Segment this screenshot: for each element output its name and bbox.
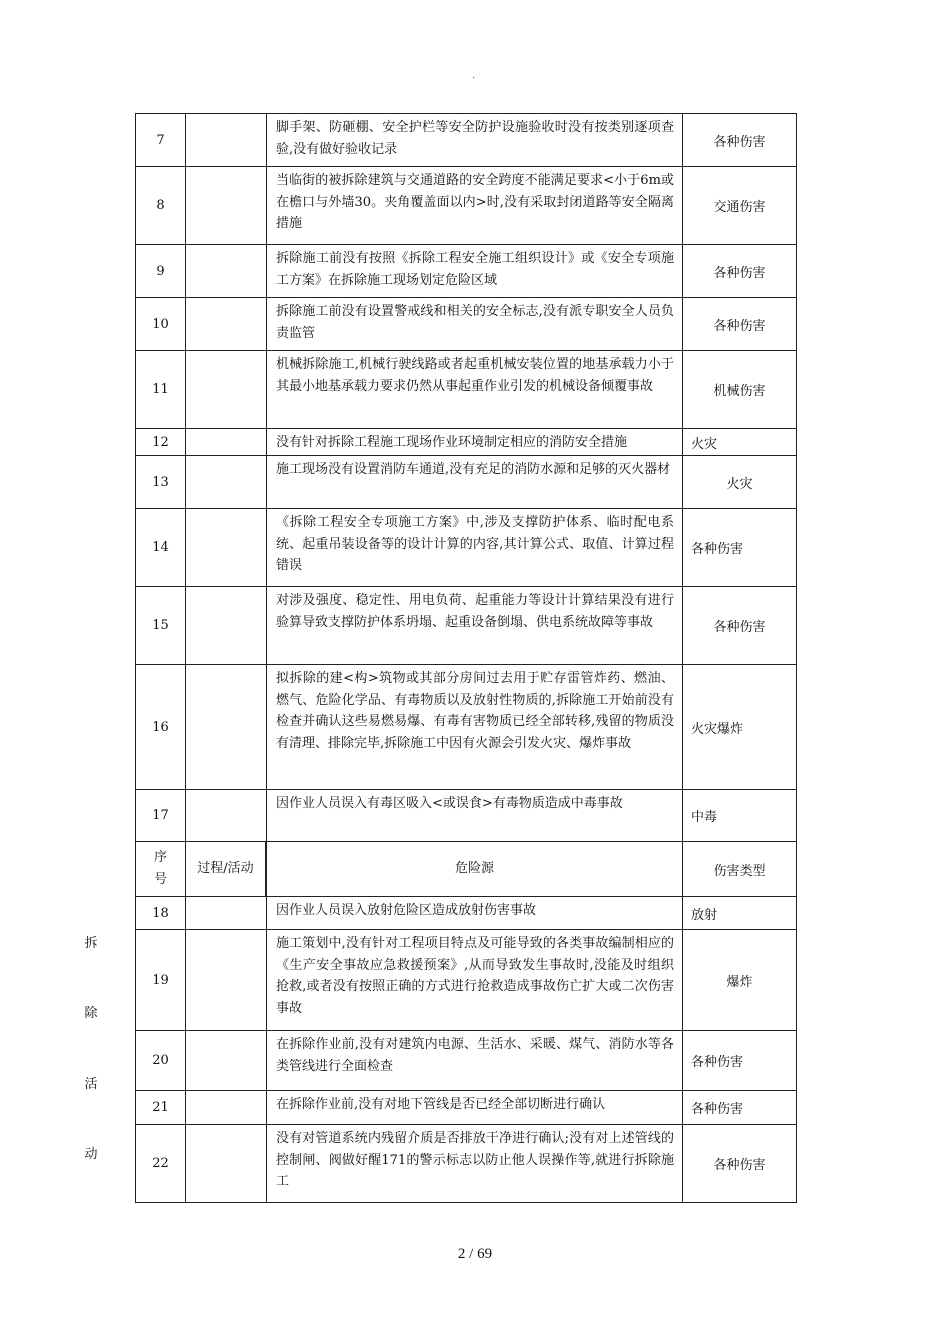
row-number: 7 (135, 114, 186, 166)
row-activity (186, 665, 266, 789)
row-hazard: 没有对管道系统内残留介质是否排放干净进行确认;没有对上述管线的控制闸、阀做好醒171的警示标志以防止他人误操作等,就进行拆除施工 (266, 1125, 683, 1202)
row-number: 12 (135, 429, 186, 455)
row-hazard: 因作业人员误入放射危险区造成放射伤害事故 (266, 897, 683, 929)
row-harm-type: 中毒 (683, 790, 797, 841)
row-hazard: 没有针对拆除工程施工现场作业环境制定相应的消防安全措施 (266, 429, 683, 455)
row-number: 16 (135, 665, 186, 789)
table-row (135, 297, 797, 350)
row-number: 10 (135, 298, 186, 350)
row-hazard: 脚手架、防砸棚、安全护栏等安全防护设施验收时没有按类别逐项查验,没有做好验收记录 (266, 114, 683, 166)
row-harm-type: 机械伤害 (683, 351, 797, 428)
row-hazard: 拆除施工前没有按照《拆除工程安全施工组织设计》或《安全专项施工方案》在拆除施工现场划定危险区域 (266, 245, 683, 297)
header-activity: 过程/活动 (186, 842, 266, 896)
header-no-text: 序号 (153, 850, 167, 887)
table-row (135, 896, 797, 929)
row-harm-type: 火灾 (683, 456, 797, 508)
row-number: 22 (135, 1125, 186, 1202)
row-activity (186, 429, 266, 455)
activity-char: 活 (84, 1076, 98, 1092)
activity-char: 拆 (84, 936, 98, 951)
row-harm-type: 各种伤害 (683, 245, 797, 297)
table-row (135, 1124, 797, 1202)
row-hazard: 拆除施工前没有设置警戒线和相关的安全标志,没有派专职安全人员负责监管 (266, 298, 683, 350)
table-row (135, 455, 797, 508)
row-hazard: 《拆除工程安全专项施工方案》中,涉及支撑防护体系、临时配电系统、起重吊装设备等的设计计算的内容,其计算公式、取值、计算过程错误 (266, 509, 683, 586)
row-number: 13 (135, 456, 186, 508)
page-number: 2 / 69 (457, 1246, 493, 1262)
header-mark: . (472, 70, 476, 81)
table-row (135, 664, 797, 789)
row-activity (186, 930, 266, 1030)
row-hazard: 拟拆除的建<构>筑物或其部分房间过去用于贮存雷管炸药、燃油、燃气、危险化学品、有毒物质以及放射性物质的,拆除施工开始前没有检查并确认这些易燃易爆、有毒有害物质已经全部转移,残留的物质没有清理、排除完毕,拆除施工中因有火源会引发火灾、爆炸事故 (266, 665, 683, 789)
row-hazard: 因作业人员误入有毒区吸入<或误食>有毒物质造成中毒事故 (266, 790, 683, 841)
table-row (135, 929, 797, 1030)
row-number: 14 (135, 509, 186, 586)
table-row (135, 428, 797, 455)
row-harm-type: 各种伤害 (683, 1031, 797, 1090)
row-number: 21 (135, 1091, 186, 1124)
row-hazard: 施工现场没有设置消防车通道,没有充足的消防水源和足够的灭火器材 (266, 456, 683, 508)
row-hazard: 对涉及强度、稳定性、用电负荷、起重能力等设计计算结果没有进行验算导致支撑防护体系坍塌、起重设备倒塌、供电系统故障等事故 (266, 587, 683, 664)
row-harm-type: 爆炸 (683, 930, 797, 1030)
row-harm-type: 各种伤害 (683, 509, 797, 586)
row-harm-type: 火灾 (683, 429, 797, 455)
row-activity (186, 298, 266, 350)
header-hazard: 危险源 (266, 842, 683, 896)
row-hazard: 当临街的被拆除建筑与交通道路的安全跨度不能满足要求<小于6m或在檐口与外墙30。夹角覆盖面以内>时,没有采取封闭道路等安全隔离措施 (266, 167, 683, 244)
row-activity (186, 587, 266, 664)
row-harm-type: 各种伤害 (683, 1091, 797, 1124)
table-row (135, 113, 797, 166)
table-bottom-border (135, 1202, 797, 1203)
row-activity (186, 167, 266, 244)
table-row (135, 350, 797, 428)
row-harm-type: 各种伤害 (683, 1125, 797, 1202)
row-number: 9 (135, 245, 186, 297)
hazard-table (135, 113, 797, 1203)
header-no (135, 842, 186, 896)
row-activity (186, 1125, 266, 1202)
row-hazard: 施工策划中,没有针对工程项目特点及可能导致的各类事故编制相应的《生产安全事故应急救援预案》,从而导致发生事故时,没能及时组织抢救,或者没有按照正确的方式进行抢救造成事故伤亡扩大或二次伤害事故 (266, 930, 683, 1030)
row-number: 8 (135, 167, 186, 244)
row-number: 19 (135, 930, 186, 1030)
row-harm-type: 各种伤害 (683, 114, 797, 166)
row-number: 18 (135, 897, 186, 929)
row-activity (186, 1031, 266, 1090)
activity-char: 除 (84, 1006, 98, 1022)
row-hazard: 机械拆除施工,机械行驶线路或者起重机械安装位置的地基承载力小于其最小地基承载力要求仍然从事起重作业引发的机械设备倾覆事故 (266, 351, 683, 428)
row-activity (186, 456, 266, 508)
table-row (135, 789, 797, 841)
row-activity (186, 245, 266, 297)
row-activity (186, 509, 266, 586)
row-number: 15 (135, 587, 186, 664)
activity-label (51, 932, 131, 1162)
row-harm-type: 火灾爆炸 (683, 665, 797, 789)
row-hazard: 在拆除作业前,没有对建筑内电源、生活水、采暖、煤气、消防水等各类管线进行全面检查 (266, 1031, 683, 1090)
row-number: 20 (135, 1031, 186, 1090)
row-hazard: 在拆除作业前,没有对地下管线是否已经全部切断进行确认 (266, 1091, 683, 1124)
table-row (135, 508, 797, 586)
row-activity (186, 897, 266, 929)
row-harm-type: 各种伤害 (683, 587, 797, 664)
row-activity (186, 351, 266, 428)
activity-char: 动 (84, 1146, 98, 1162)
row-harm-type: 交通伤害 (683, 167, 797, 244)
table-row (135, 1090, 797, 1124)
table-row (135, 1030, 797, 1090)
row-activity (186, 114, 266, 166)
row-number: 11 (135, 351, 186, 428)
table-row (135, 166, 797, 244)
header-harm: 伤害类型 (683, 842, 797, 896)
row-harm-type: 放射 (683, 897, 797, 929)
table-row (135, 244, 797, 297)
row-activity (186, 790, 266, 841)
row-number: 17 (135, 790, 186, 841)
table-row (135, 586, 797, 664)
table-header-row (135, 841, 797, 896)
row-harm-type: 各种伤害 (683, 298, 797, 350)
row-activity (186, 1091, 266, 1124)
